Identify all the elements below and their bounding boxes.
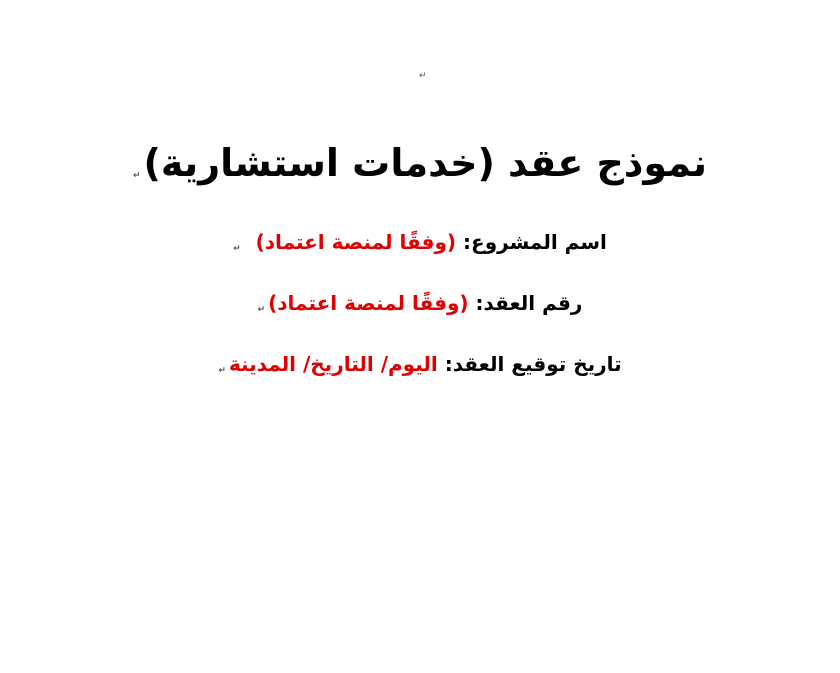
paragraph-mark-icon: ↵ xyxy=(257,305,266,315)
field-label: تاريخ توقيع العقد: xyxy=(444,352,622,376)
field-value: (وفقًا لمنصة اعتماد) xyxy=(268,291,469,315)
document-title: نموذج عقد (خدمات استشارية) xyxy=(143,141,708,185)
field-contract-number xyxy=(0,288,840,318)
field-label: رقم العقد: xyxy=(475,291,583,315)
paragraph-mark-icon: ↵ xyxy=(233,244,241,254)
field-value: (وفقًا لمنصة اعتماد) xyxy=(255,230,457,254)
paragraph-mark-icon: ↵ xyxy=(132,171,141,181)
paragraph-mark-icon: ↵ xyxy=(419,71,427,81)
document-title-line xyxy=(0,138,840,188)
field-signing-date xyxy=(0,349,840,379)
paragraph-mark-icon: ↵ xyxy=(218,366,226,376)
field-label: اسم المشروع: xyxy=(463,230,607,254)
field-project-name xyxy=(0,227,840,257)
field-value: اليوم/ التاريخ/ المدينة xyxy=(228,352,438,376)
